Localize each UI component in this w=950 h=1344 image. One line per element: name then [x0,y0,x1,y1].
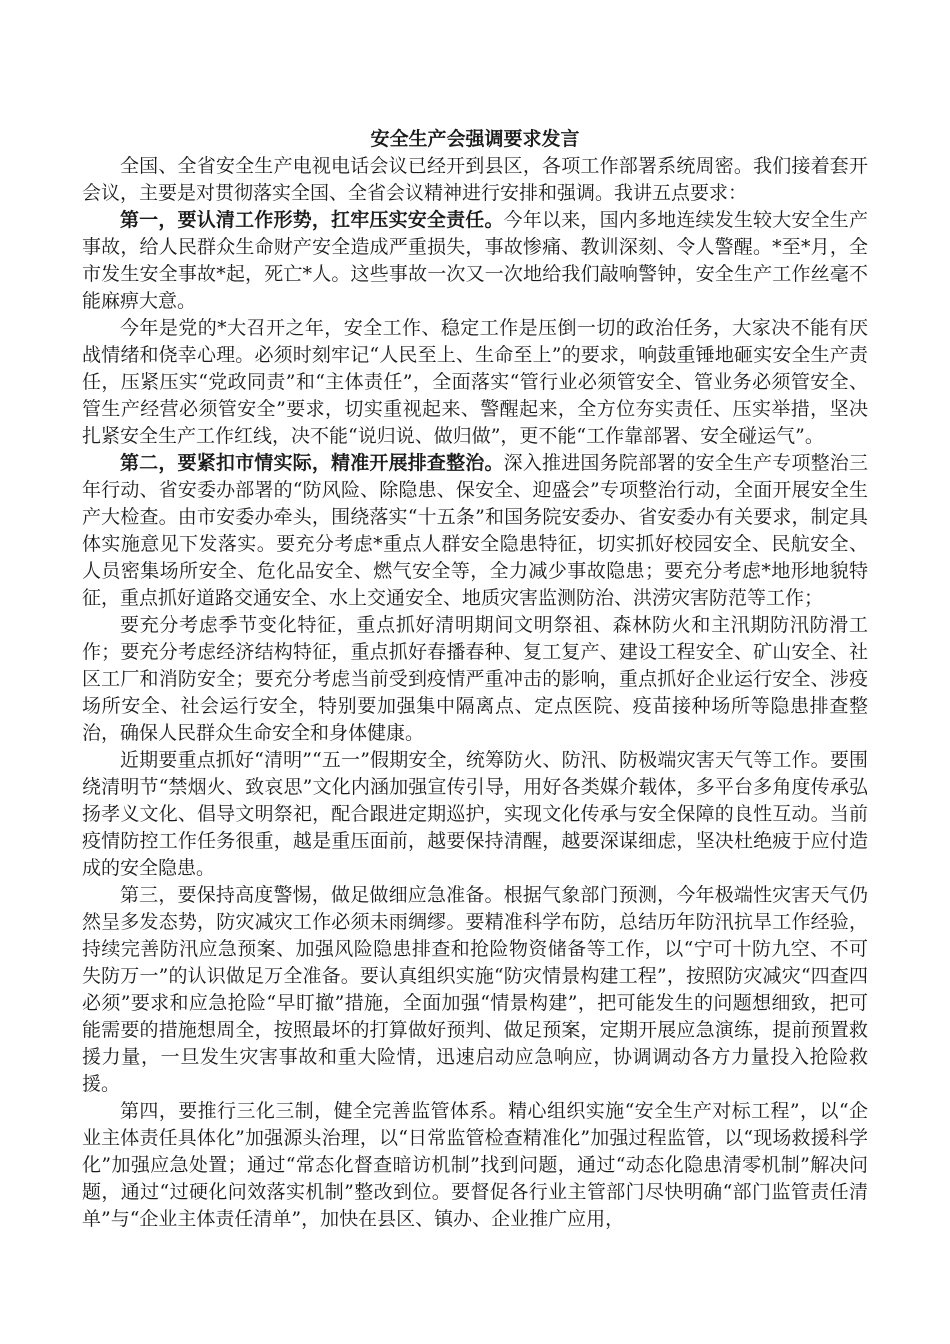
paragraph-text: 深入推进国务院部署的安全生产专项整治三年行动、省安委办部署的“防风险、除隐患、保安全、迎盛会”专项整治行动，全面开展安全生产大检查。由市安委办牵头，围绕落实“十五条”和国务院安委办、省安委办有关要求，制定具体实施意见下发落实。要充分考虑*重点人群安全隐患特征，切实抓好校园安全、民航安全、人员密集场所安全、危化品安全、燃气安全等，全力减少事故隐患；要充分考虑*地形地貌特征，重点抓好道路交通安全、水上交通安全、地质灾害监测防治、洪涝灾害防范等工作； [82,452,868,609]
paragraph [82,207,868,315]
paragraph-lead: 第二，要紧扣市情实际，精准开展排查整治。 [120,452,504,474]
paragraph [82,747,868,882]
document-title: 安全生产会强调要求发言 [370,128,580,150]
paragraph [82,1098,868,1233]
paragraph-text: 第三，要保持高度警惕，做足做细应急准备。根据气象部门预测，今年极端性灾害天气仍然呈多发态势，防灾减灾工作必须未雨绸缪。要精准科学布防，总结历年防汛抗旱工作经验，持续完善防汛应急预案、加强风险隐患排查和抢险物资储备等工作，以“宁可十防九空、不可失防万一”的认识做足万全准备。要认真组织实施“防灾情景构建工程”，按照防灾减灾“四查四必须”要求和应急抢险“早盯撤”措施，全面加强“情景构建”，把可能发生的问题想细致，把可能需要的措施想周全，按照最坏的打算做好预判、做足预案，定期开展应急演练，提前预置救援力量，一旦发生灾害事故和重大险情，迅速启动应急响应，协调调动各方力量投入抢险救援。 [82,884,868,1095]
paragraph [82,882,868,1098]
paragraph [82,153,868,207]
paragraph-text: 近期要重点抓好“清明”“五一”假期安全，统筹防火、防汛、防极端灾害天气等工作。要围绕清明节“禁烟火、致哀思”文化内涵加强宣传引导，用好各类媒介载体，多平台多角度传承弘扬孝义文化、倡导文明祭祀，配合跟进定期巡护，实现文化传承与安全保障的良性互动。当前疫情防控工作任务很重，越是重压面前，越要保持清醒，越要深谋细虑，坚决杜绝疲于应付造成的安全隐患。 [82,749,868,879]
paragraph [82,450,868,612]
paragraph-text: 全国、全省安全生产电视电话会议已经开到县区，各项工作部署系统周密。我们接着套开会议，主要是对贯彻落实全国、全省会议精神进行安排和强调。我讲五点要求： [82,155,868,204]
paragraph-text: 今年是党的*大召开之年，安全工作、稳定工作是压倒一切的政治任务，大家决不能有厌战情绪和侥幸心理。必须时刻牢记“人民至上、生命至上”的要求，响鼓重锤地砸实安全生产责任，压紧压实“党政同责”和“主体责任”，全面落实“管行业必须管安全、管业务必须管安全、管生产经营必须管安全”要求，切实重视起来、警醒起来，全方位夯实责任、压实举措，坚决扎紧安全生产工作红线，决不能“说归说、做归做”，更不能“工作靠部署、安全碰运气”。 [82,317,868,447]
paragraph-text: 第四，要推行三化三制，健全完善监管体系。精心组织实施“安全生产对标工程”，以“企业主体责任具体化”加强源头治理，以“日常监管检查精准化”加强过程监管，以“现场救援科学化”加强应急处置；通过“常态化督查暗访机制”找到问题，通过“动态化隐患清零机制”解决问题，通过“过硬化问效落实机制”整改到位。要督促各行业主管部门尽快明确“部门监管责任清单”与“企业主体责任清单”，加快在县区、镇办、企业推广应用， [82,1100,868,1230]
paragraph [82,315,868,450]
document-page [82,126,868,1233]
paragraph [82,612,868,747]
paragraph-text: 今年以来，国内多地连续发生较大安全生产事故，给人民群众生命财产安全造成严重损失，事故惨痛、教训深刻、令人警醒。*至*月，全市发生安全事故*起，死亡*人。这些事故一次又一次地给我们敲响警钟，安全生产工作丝毫不能麻痹大意。 [82,209,868,312]
paragraph-text: 要充分考虑季节变化特征，重点抓好清明期间文明祭祖、森林防火和主汛期防汛防滑工作；要充分考虑经济结构特征，重点抓好春播春种、复工复产、建设工程安全、矿山安全、社区工厂和消防安全；要充分考虑当前受到疫情严重冲击的影响，重点抓好企业运行安全、涉疫场所安全、社会运行安全，特别要加强集中隔离点、定点医院、疫苗接种场所等隐患排查整治，确保人民群众生命安全和身体健康。 [82,614,868,744]
paragraph-lead: 第一，要认清工作形势，扛牢压实安全责任。 [120,209,504,231]
